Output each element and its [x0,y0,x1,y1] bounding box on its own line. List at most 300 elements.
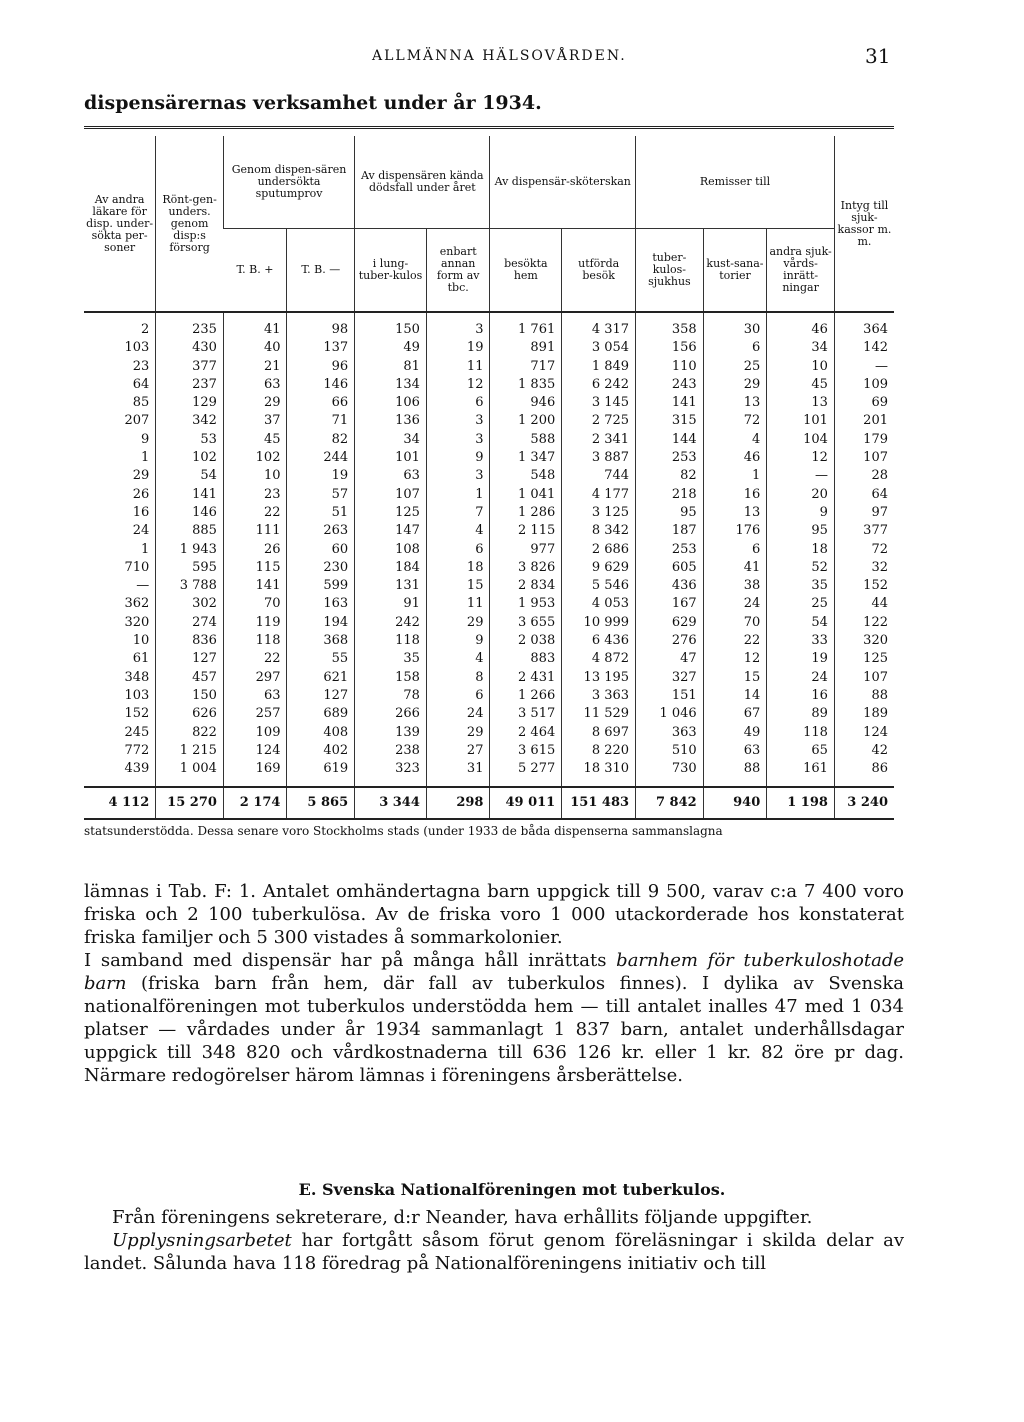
table-cell: 82 [287,431,355,449]
table-row [84,541,894,559]
table-cell: 22 [223,504,287,522]
table-cell: 187 [636,522,704,540]
paragraph-children-homes-pre: I samband med dispensär har på många håll inrättats [84,950,617,971]
table-cell: 10 [223,467,287,485]
total-cell: 2 174 [223,787,287,819]
total-cell: 5 865 [287,787,355,819]
table-cell: 348 [124,669,150,685]
table-cell: 88 [834,687,894,705]
total-cell: 49 011 [490,787,562,819]
table-cell: 243 [636,376,704,394]
table-cell: 4 177 [562,486,636,504]
table-cell: 439 [124,761,150,777]
table-cell: 377 [834,522,894,540]
header-coastal-sanatoria: kust-sana-torier [703,229,767,313]
table-cell: 207 [124,413,150,429]
spacer-cell [426,778,490,787]
table-cell: 1 286 [490,504,562,522]
total-cell: 3 344 [355,787,427,819]
table-row [84,559,894,577]
table-cell: 30 [703,312,767,339]
total-cell: 7 842 [636,787,704,819]
paragraph-children: lämnas i Tab. F: 1. Antalet omhändertagna barn uppgick till 9 500, varav c:a 7 400 voro friska och 2 100 tuberkulösa. Av de friska voro 1 000 utackorderade hos konstaterat friska familjer och 5 300 vistades å sommarkolonier. [84,881,904,948]
table-cell: 163 [287,595,355,613]
header-visits-made: utförda besök [562,229,636,313]
table-cell: 118 [223,632,287,650]
table-cell: 98 [287,312,355,339]
table-cell: 10 [132,633,150,649]
table-cell: 54 [156,467,224,485]
table-cell: 44 [834,595,894,613]
table-cell: 189 [834,705,894,723]
table-cell: 3 125 [562,504,636,522]
table-cell: 57 [287,486,355,504]
table-cell: 49 [355,339,427,357]
table-cell: 136 [355,412,427,430]
table-row [84,358,894,376]
table-cell: 25 [703,358,767,376]
table-row [84,449,894,467]
table-cell: 1 347 [490,449,562,467]
table-cell: 29 [703,376,767,394]
table-cell: 1 849 [562,358,636,376]
table-cell: 41 [703,559,767,577]
table-cell: 29 [426,614,490,632]
table-cell: 3 [426,312,490,339]
table-cell: 822 [156,724,224,742]
table-cell: 102 [156,449,224,467]
table-cell: 1 [703,467,767,485]
table-cell: 1 046 [636,705,704,723]
table-cell: 54 [767,614,835,632]
table-row [84,742,894,760]
table-cell: 12 [767,449,835,467]
table-row [84,412,894,430]
table-cell: 85 [132,395,150,411]
table-cell: 27 [426,742,490,760]
table-cell: 169 [223,760,287,778]
table-cell: 3 [426,412,490,430]
table-cell: 457 [156,669,224,687]
table-cell: — [136,578,150,594]
table-cell: 19 [426,339,490,357]
table-cell: 127 [156,650,224,668]
header-nurse: Av dispensär-sköterskan [490,136,636,229]
top-rule [84,126,894,129]
table-cell: 605 [636,559,704,577]
table-cell: 103 [124,687,150,703]
table-row [84,431,894,449]
table-cell: 201 [834,412,894,430]
table-cell: 156 [636,339,704,357]
table-row [84,467,894,485]
table-row [84,376,894,394]
table-cell: 46 [767,312,835,339]
table-cell: 1 041 [490,486,562,504]
total-cell: 940 [703,787,767,819]
table-cell: 323 [355,760,427,778]
table-cell: 1 215 [156,742,224,760]
table-cell: 1 953 [490,595,562,613]
table-cell: 238 [355,742,427,760]
table-cell: 772 [124,742,150,758]
body-text [84,880,904,1087]
table-cell: 14 [703,687,767,705]
table-cell: 11 [426,358,490,376]
total-cell: 1 198 [767,787,835,819]
table-cell: 263 [287,522,355,540]
table-cell: 18 [426,559,490,577]
table-cell: 836 [156,632,224,650]
table-cell: 3 054 [562,339,636,357]
table-cell: 8 342 [562,522,636,540]
table-cell: 137 [287,339,355,357]
table-cell: 599 [287,577,355,595]
table-cell: 102 [223,449,287,467]
paragraph-children-homes-em: barnhem för tuberkuloshotade barn [84,950,904,994]
table-cell: 142 [834,339,894,357]
table-cell: 52 [767,559,835,577]
table-cell: 29 [223,394,287,412]
table-cell: 595 [156,559,224,577]
table-cell: 63 [223,376,287,394]
table-cell: 364 [834,312,894,339]
table-cell: 45 [767,376,835,394]
header-homes-visited: besökta hem [490,229,562,313]
table-cell: 24 [132,523,150,539]
table-cell: 61 [132,651,150,667]
table-row [84,687,894,705]
table-cell: 218 [636,486,704,504]
table-cell: 2 834 [490,577,562,595]
spacer-row [84,778,894,787]
table-cell: 362 [124,596,150,612]
table-row [84,504,894,522]
table-cell: 3 655 [490,614,562,632]
table-cell: 4 053 [562,595,636,613]
table-row [84,669,894,687]
table-cell: 107 [834,449,894,467]
table-cell: 101 [767,412,835,430]
table-cell: 91 [355,595,427,613]
table-cell: 152 [834,577,894,595]
table-cell: 3 [426,467,490,485]
table-cell: 72 [834,541,894,559]
table-cell: 176 [703,522,767,540]
table-cell: 20 [767,486,835,504]
running-head: ALLMÄNNA HÄLSOVÅRDEN. [372,48,627,64]
table-cell: 5 277 [490,760,562,778]
table-cell: 26 [223,541,287,559]
spacer-cell [767,778,835,787]
table-cell: 125 [355,504,427,522]
table-cell: 119 [223,614,287,632]
header-other-tb: enbart annan form av tbc. [426,229,490,313]
table-cell: 67 [703,705,767,723]
table-cell: 4 317 [562,312,636,339]
table-cell: 1 200 [490,412,562,430]
table-row [84,595,894,613]
table-row [84,312,894,339]
table-cell: 51 [287,504,355,522]
table-cell: 103 [124,340,150,356]
table-cell: 2 341 [562,431,636,449]
table-cell: 88 [703,760,767,778]
table-cell: 4 872 [562,650,636,668]
table-row [84,760,894,778]
table-cell: 25 [767,595,835,613]
table-cell: 6 [703,541,767,559]
table-cell: 131 [355,577,427,595]
table-cell: 33 [767,632,835,650]
table-row [84,486,894,504]
table-row [84,394,894,412]
table-cell: 1 943 [156,541,224,559]
paragraph-children-homes-post: (friska barn från hem, där fall av tuberkulos finnes). I dylika av Svenska nationalföreningen mot tuberkulos understödda hem — till antalet inalles 47 med 1 034 platser — vårdades under år 1934 sammanlagt 1 837 barn, antalet underhållsdagar uppgick till 348 820 och vårdkostnaderna till 636 126 kr. eller 1 kr. 82 öre pr dag. Närmare redogörelser härom lämnas i föreningens årsberättelse. [84,973,904,1086]
table-cell: 152 [124,706,150,722]
table-cell: 32 [834,559,894,577]
table-cell: 40 [223,339,287,357]
table-cell: 144 [636,431,704,449]
header-sputum: Genom dispen-sären undersökta sputumprov [223,136,354,229]
table-cell: 13 [703,394,767,412]
table-cell: 15 [426,577,490,595]
table-cell: 150 [156,687,224,705]
table-cell: 22 [703,632,767,650]
table-cell: 302 [156,595,224,613]
paragraph-information-post: har fortgått såsom förut genom föreläsningar i skilda delar av landet. Sålunda hava 118 föredrag på Nationalföreningens initiativ och till [84,1230,904,1274]
table-cell: 167 [636,595,704,613]
table-cell: 60 [287,541,355,559]
table-cell: 45 [223,431,287,449]
table-cell: 2 725 [562,412,636,430]
table-cell: 70 [703,614,767,632]
table-cell: 95 [767,522,835,540]
table-cell: 7 [426,504,490,522]
table-cell: 710 [124,559,150,575]
table-cell: 9 [767,504,835,522]
table-row [84,577,894,595]
table-cell: 548 [490,467,562,485]
table-cell: 1 266 [490,687,562,705]
table-cell: 6 436 [562,632,636,650]
table-cell: 16 [767,687,835,705]
spacer-cell [562,778,636,787]
table-cell: 12 [426,376,490,394]
table-cell: 235 [156,312,224,339]
table-cell: 6 [703,339,767,357]
table-cell: 19 [767,650,835,668]
header-referrals: Remisser till [636,136,835,229]
table-cell: 19 [287,467,355,485]
table-cell: 6 [426,687,490,705]
table-cell: 38 [703,577,767,595]
table-cell: 82 [636,467,704,485]
footnote: statsunderstödda. Dessa senare voro Stockholms stads (under 1933 de båda dispenserna sammanslagna [84,824,723,838]
table-cell: 81 [355,358,427,376]
table-cell: 368 [287,632,355,650]
table-cell: 408 [287,724,355,742]
table-cell: 297 [223,669,287,687]
table-cell: 18 [767,541,835,559]
table-cell: 46 [703,449,767,467]
spacer-cell [834,778,894,787]
table-cell: 430 [156,339,224,357]
table-cell: 70 [223,595,287,613]
table-cell: 10 [767,358,835,376]
table-cell: 64 [834,486,894,504]
table-cell: 6 [426,394,490,412]
table-cell: 69 [834,394,894,412]
table-cell: 9 629 [562,559,636,577]
table-cell: 146 [156,504,224,522]
table-cell: 107 [834,669,894,687]
table-row [84,724,894,742]
table-cell: 320 [124,614,150,630]
spacer-cell [287,778,355,787]
table-cell: 237 [156,376,224,394]
statistics-table [84,136,894,820]
table-cell: 21 [223,358,287,376]
table-cell: 327 [636,669,704,687]
table-cell: 108 [355,541,427,559]
table-cell: 53 [156,431,224,449]
table-cell: 266 [355,705,427,723]
table-cell: 47 [636,650,704,668]
table-body [84,312,894,819]
table-cell: 66 [287,394,355,412]
table-cell: 35 [767,577,835,595]
paragraph-secretary: Från föreningens sekreterare, d:r Neander, hava erhållits följande uppgifter. [112,1207,813,1228]
table-cell: 151 [636,687,704,705]
table-cell: 139 [355,724,427,742]
table-cell: 10 999 [562,614,636,632]
table-cell: 320 [834,632,894,650]
table-cell: 158 [355,669,427,687]
table-cell: 253 [636,449,704,467]
table-cell: 65 [767,742,835,760]
table-cell: 89 [767,705,835,723]
table-cell: 6 [426,541,490,559]
table-cell: 72 [703,412,767,430]
table-cell: 107 [355,486,427,504]
paragraph-information-em: Upplysningsarbetet [112,1230,292,1251]
table-cell: 689 [287,705,355,723]
section-heading: E. Svenska Nationalföreningen mot tuberkulos. [298,1180,726,1199]
header-tb-hospital: tuber-kulos-sjukhus [636,229,704,313]
table-cell: 34 [355,431,427,449]
table-cell: 977 [490,541,562,559]
table-cell: 64 [132,376,150,392]
table-cell: 26 [132,486,150,502]
table-cell: 115 [223,559,287,577]
table-cell: 4 [426,650,490,668]
spacer-cell [84,778,156,787]
table-cell: 63 [703,742,767,760]
table-cell: 104 [767,431,835,449]
table-cell: — [834,358,894,376]
table-cell: 13 195 [562,669,636,687]
table-cell: 1 004 [156,760,224,778]
table-cell: 179 [834,431,894,449]
table-cell: 129 [156,394,224,412]
table-cell: 1 835 [490,376,562,394]
table-cell: 24 [767,669,835,687]
header-tb-positive: T. B. + [223,229,287,313]
table-cell: 31 [426,760,490,778]
table-cell: 71 [287,412,355,430]
table-cell: 34 [767,339,835,357]
table-cell: 37 [223,412,287,430]
total-cell: 15 270 [156,787,224,819]
table-cell: 24 [426,705,490,723]
table-cell: 63 [355,467,427,485]
header-lung-tb: i lung-tuber-kulos [355,229,427,313]
table-cell: 5 546 [562,577,636,595]
table-cell: 1 [426,486,490,504]
table-cell: 3 788 [156,577,224,595]
table-cell: 245 [124,724,150,740]
table-cell: 744 [562,467,636,485]
table-cell: 3 887 [562,449,636,467]
table-cell: 184 [355,559,427,577]
table-cell: 134 [355,376,427,394]
table-cell: 3 517 [490,705,562,723]
table-cell: 141 [636,394,704,412]
paragraph-children-homes [84,949,904,1087]
table-cell: 63 [223,687,287,705]
table-cell: 11 529 [562,705,636,723]
table-cell: 619 [287,760,355,778]
header-deaths: Av dispensären kända dödsfall under året [355,136,490,229]
table-cell: 402 [287,742,355,760]
table-cell: 621 [287,669,355,687]
table-cell: 111 [223,522,287,540]
spacer-cell [156,778,224,787]
table-cell: 588 [490,431,562,449]
table-cell: 86 [834,760,894,778]
table-cell: 2 431 [490,669,562,687]
table-cell: 3 826 [490,559,562,577]
table-cell: 11 [426,595,490,613]
table-cell: 8 697 [562,724,636,742]
table-cell: 23 [132,358,150,374]
table-cell: 2 464 [490,724,562,742]
table-cell: 891 [490,339,562,357]
table-cell: 146 [287,376,355,394]
table-row [84,614,894,632]
total-cell: 3 240 [834,787,894,819]
table-cell: 717 [490,358,562,376]
table-cell: 276 [636,632,704,650]
table-cell: 18 310 [562,760,636,778]
paragraph-information [84,1229,904,1275]
table-cell: 141 [223,577,287,595]
table-cell: 118 [355,632,427,650]
table-cell: 363 [636,724,704,742]
table-cell: 315 [636,412,704,430]
table-cell: 141 [156,486,224,504]
table-cell: — [767,467,835,485]
table-cell: 377 [156,358,224,376]
spacer-cell [223,778,287,787]
table-cell: 883 [490,650,562,668]
table-cell: 3 363 [562,687,636,705]
table-cell: 8 220 [562,742,636,760]
table-cell: 161 [767,760,835,778]
table-cell: 24 [703,595,767,613]
table-cell: 122 [834,614,894,632]
